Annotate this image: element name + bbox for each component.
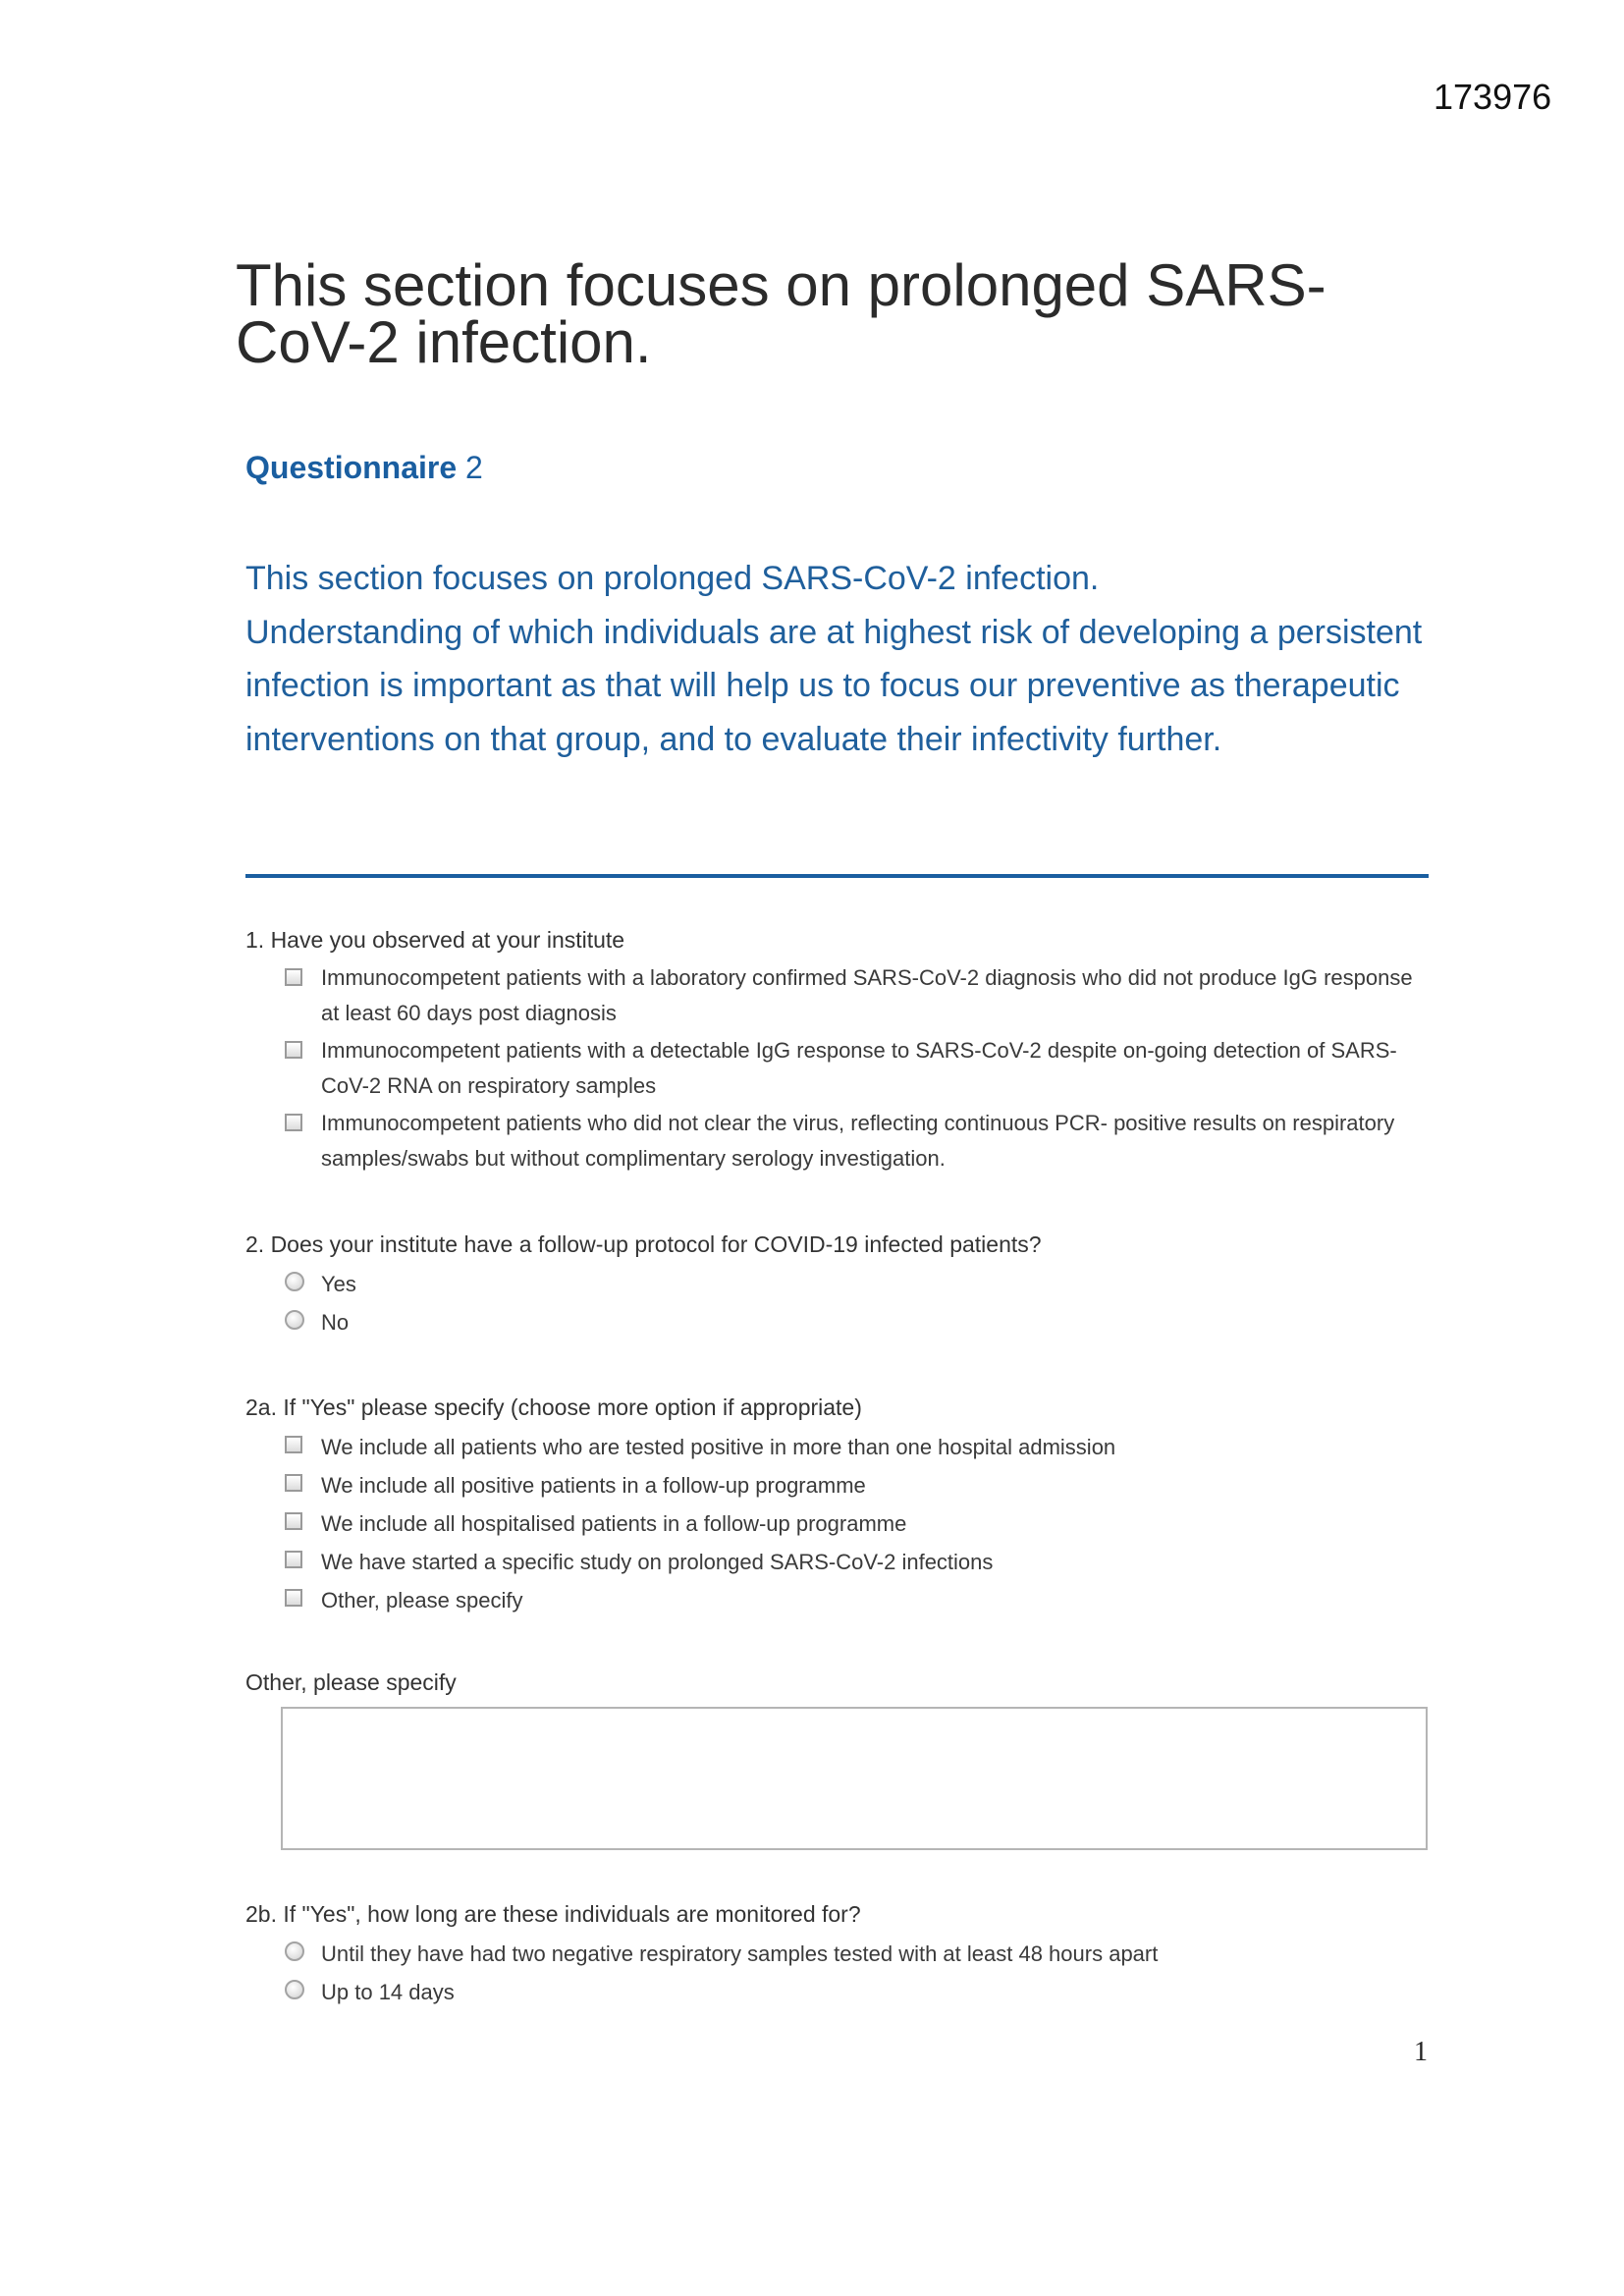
questionnaire-title (245, 450, 483, 486)
document-id: 173976 (1434, 77, 1552, 117)
checkbox-icon[interactable] (285, 1512, 302, 1530)
question-1-label: 1. Have you observed at your institute (245, 927, 625, 953)
radio-button-icon[interactable] (285, 1272, 304, 1291)
q2a-option-1-label: We include all patients who are tested positive in more than one hospital admission (321, 1435, 1116, 1459)
q2a-option-2-label: We include all positive patients in a follow-up programme (321, 1473, 866, 1498)
q2b-option-2[interactable] (245, 1973, 1434, 2011)
checkbox-icon[interactable] (285, 968, 302, 986)
q2a-option-other[interactable] (245, 1581, 1434, 1619)
intro-line-2: Understanding of which individuals are at highest risk of developing a persistent infection is important as that will help us to focus our preventive as therapeutic interventions on that group, and to evaluate their infectivity further. (245, 613, 1423, 758)
question-2b (245, 1899, 1434, 2011)
q2-option-no[interactable] (245, 1303, 1434, 1341)
q2a-option-1[interactable] (245, 1428, 1434, 1466)
page-number: 1 (1414, 2037, 1428, 2067)
other-specify-textarea[interactable] (281, 1707, 1428, 1850)
questionnaire-number: 2 (465, 450, 483, 485)
q1-option-3-label: Immunocompetent patients who did not clear the virus, reflecting continuous PCR- positive results on respiratory samples/swabs but without complimentary serology investigation. (321, 1111, 1395, 1171)
checkbox-icon[interactable] (285, 1551, 302, 1568)
other-specify-label: Other, please specify (245, 1669, 457, 1695)
question-2b-label: 2b. If "Yes", how long are these individuals are monitored for? (245, 1901, 861, 1927)
questionnaire-label: Questionnaire (245, 450, 458, 485)
q2-option-yes[interactable] (245, 1265, 1434, 1303)
question-2a (245, 1393, 1434, 1619)
q2a-option-4-label: We have started a specific study on prolonged SARS-CoV-2 infections (321, 1550, 994, 1574)
question-1 (245, 925, 1434, 1178)
q1-option-3[interactable] (245, 1106, 1434, 1176)
page-heading: This section focuses on prolonged SARS-CoV-2 infection. (236, 252, 1326, 375)
q1-option-2[interactable] (245, 1033, 1434, 1104)
intro-line-1: This section focuses on prolonged SARS-CoV-2 infection. (245, 560, 1100, 597)
q2b-option-2-label: Up to 14 days (321, 1980, 455, 2004)
question-2a-label: 2a. If "Yes" please specify (choose more option if appropriate) (245, 1394, 862, 1420)
q2a-option-4[interactable] (245, 1543, 1434, 1581)
question-2 (245, 1230, 1434, 1341)
q2b-option-1-label: Until they have had two negative respiratory samples tested with at least 48 hours apart (321, 1941, 1159, 1966)
checkbox-icon[interactable] (285, 1589, 302, 1607)
q2a-option-2[interactable] (245, 1466, 1434, 1504)
checkbox-icon[interactable] (285, 1114, 302, 1131)
checkbox-icon[interactable] (285, 1041, 302, 1059)
q2b-option-1[interactable] (245, 1935, 1434, 1973)
question-2-label: 2. Does your institute have a follow-up protocol for COVID-19 infected patients? (245, 1231, 1042, 1257)
section-divider (245, 874, 1429, 878)
q2a-option-3-label: We include all hospitalised patients in a follow-up programme (321, 1511, 907, 1536)
q1-option-2-label: Immunocompetent patients with a detectable IgG response to SARS-CoV-2 despite on-going detection of SARS-CoV-2 RNA on respiratory samples (321, 1038, 1397, 1098)
q2a-option-other-label: Other, please specify (321, 1588, 523, 1613)
q2-option-yes-label: Yes (321, 1272, 356, 1296)
radio-button-icon[interactable] (285, 1941, 304, 1961)
checkbox-icon[interactable] (285, 1436, 302, 1453)
radio-button-icon[interactable] (285, 1310, 304, 1330)
q2-option-no-label: No (321, 1310, 350, 1335)
checkbox-icon[interactable] (285, 1474, 302, 1492)
q1-option-1-label: Immunocompetent patients with a laboratory confirmed SARS-CoV-2 diagnosis who did not produce IgG response at least 60 days post diagnosis (321, 965, 1413, 1025)
intro-text (245, 552, 1443, 766)
radio-button-icon[interactable] (285, 1980, 304, 1999)
q1-option-1[interactable] (245, 960, 1434, 1031)
q2a-option-3[interactable] (245, 1504, 1434, 1543)
